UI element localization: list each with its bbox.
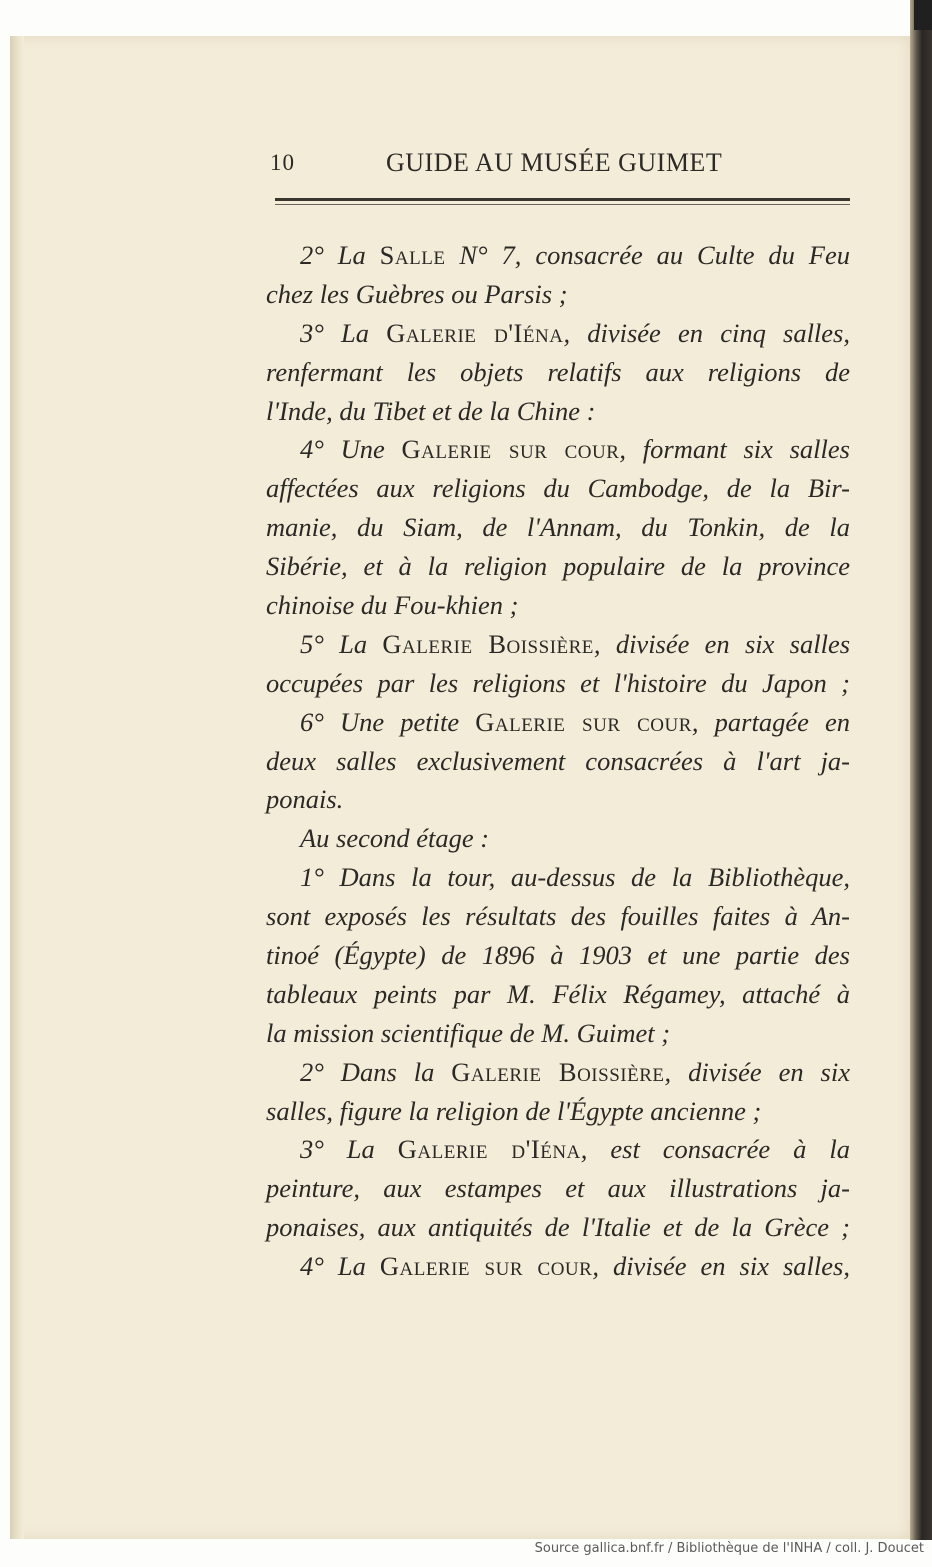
header-rule-thin <box>275 204 850 205</box>
text-line: 3° La Galerie d'Iéna, divisée en cinq salles, <box>300 317 850 348</box>
text-line: salles, figure la religion de l'Égypte ancienne ; <box>266 1095 762 1126</box>
text-line: sont exposés les résultats des fouilles faites à An- <box>266 901 850 932</box>
text-line: Sibérie, et à la religion populaire de la province <box>266 551 850 582</box>
text-line: peinture, aux estampes et aux illustrations ja- <box>266 1173 850 1204</box>
page-header <box>270 146 850 186</box>
text-line: 4° Une Galerie sur cour, formant six salles <box>300 434 850 465</box>
body-text <box>266 236 850 1286</box>
running-head: GUIDE AU MUSÉE GUIMET <box>386 148 723 177</box>
text-line: affectées aux religions du Cambodge, de la Bir- <box>266 473 850 504</box>
text-line: 1° Dans la tour, au-dessus de la Bibliothèque, <box>300 862 850 893</box>
source-credit: Source gallica.bnf.fr / Bibliothèque de l'INHA / coll. J. Doucet <box>534 1541 924 1556</box>
text-line: 6° Une petite Galerie sur cour, partagée en <box>300 706 850 737</box>
text-line: tableaux peints par M. Félix Régamey, attaché à <box>266 978 850 1009</box>
header-rule-thick <box>275 198 850 201</box>
text-line: Au second étage : <box>300 823 490 854</box>
text-line: occupées par les religions et l'histoire du Japon ; <box>266 667 850 698</box>
book-spine <box>910 0 932 1540</box>
text-line: renfermant les objets relatifs aux religions de <box>266 356 850 387</box>
text-line: l'Inde, du Tibet et de la Chine : <box>266 395 596 426</box>
text-line: chez les Guèbres ou Parsis ; <box>266 278 568 309</box>
scan-top-margin <box>0 0 932 36</box>
book-spine-top <box>914 0 932 30</box>
page-left-edge <box>10 36 24 1539</box>
text-line: tinoé (Égypte) de 1896 à 1903 et une partie des <box>266 940 850 971</box>
text-line: ponaises, aux antiquités de l'Italie et de la Grèce ; <box>266 1212 850 1243</box>
text-line: 4° La Galerie sur cour, divisée en six salles, <box>300 1251 850 1282</box>
text-line: 3° La Galerie d'Iéna, est consacrée à la <box>300 1134 850 1165</box>
text-line: 2° La Salle N° 7, consacrée au Culte du Feu <box>300 240 850 270</box>
text-line: ponais. <box>266 784 344 815</box>
text-line: la mission scientifique de M. Guimet ; <box>266 1017 671 1048</box>
text-line: chinoise du Fou-khien ; <box>266 590 519 621</box>
text-line: 5° La Galerie Boissière, divisée en six salles <box>300 628 851 659</box>
text-line: 2° Dans la Galerie Boissière, divisée en six <box>300 1056 850 1087</box>
page-number: 10 <box>270 150 295 175</box>
text-line: deux salles exclusivement consacrées à l'art ja- <box>266 745 850 776</box>
text-line: manie, du Siam, de l'Annam, du Tonkin, de la <box>266 512 850 543</box>
